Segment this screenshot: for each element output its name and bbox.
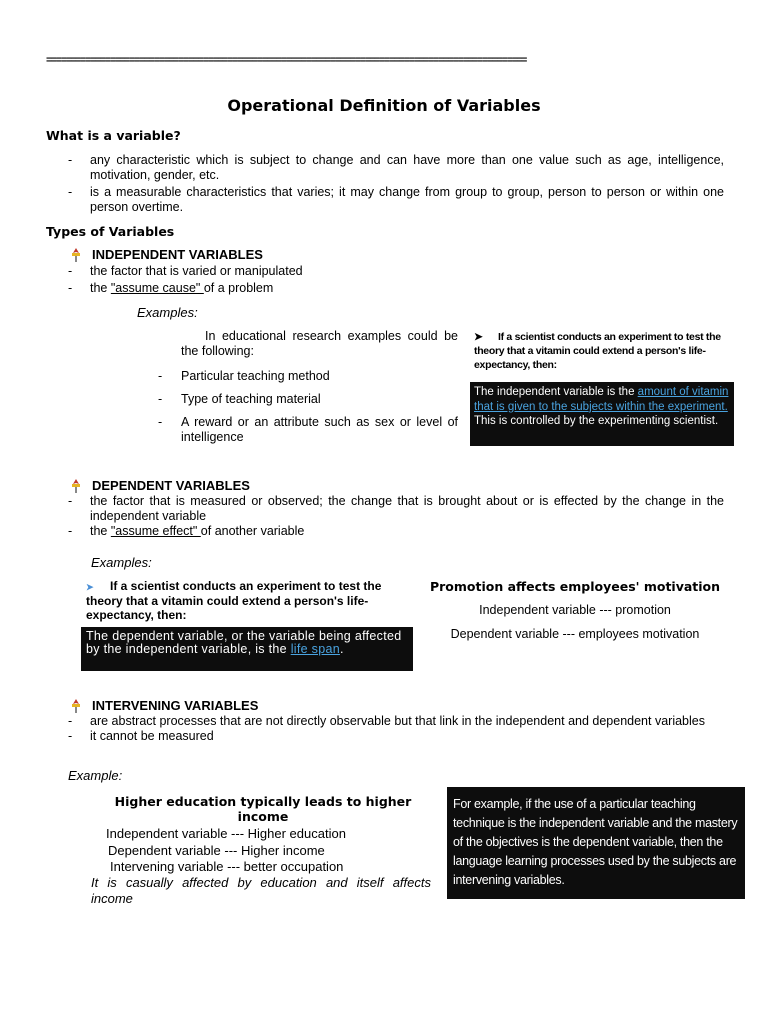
education-dependent: Dependent variable --- Higher income xyxy=(108,843,325,858)
list-item: - the factor that is measured or observed; the change that is brought about or is effected by the change in the independent variable xyxy=(68,494,724,523)
list-item: - are abstract processes that are not directly observable but that link in the independent and dependent variables xyxy=(68,714,705,728)
independent-heading: INDEPENDENT VARIABLES xyxy=(46,247,263,262)
list-item: - the "assume effect" of another variable xyxy=(68,524,305,538)
separator-rule: ================================================================================================== xyxy=(46,56,527,67)
promotion-independent: Independent variable --- promotion xyxy=(479,603,671,617)
intervening-heading: INTERVENING VARIABLES xyxy=(46,698,258,713)
independent-examples-label: Examples: xyxy=(137,305,198,320)
arrow-bullet-icon: ➤ xyxy=(86,582,94,592)
types-heading: Types of Variables xyxy=(46,224,175,239)
list-item: - is a measurable characteristics that varies; it may change from group to group, person to person or within one person overtime. xyxy=(68,185,724,214)
list-item: - Particular teaching method xyxy=(158,369,330,383)
pushpin-icon xyxy=(70,248,82,262)
education-intervening: Intervening variable --- better occupation xyxy=(110,859,344,874)
education-title: Higher education typically leads to higher income xyxy=(114,794,412,824)
pushpin-icon xyxy=(70,479,82,493)
independent-scientist-text: ➤ If a scientist conducts an experiment to test the theory that a vitamin could extend a person's life-expectancy, then: xyxy=(474,331,721,371)
list-item: - it cannot be measured xyxy=(68,729,214,743)
list-item: - the factor that is varied or manipulated xyxy=(68,264,303,278)
arrow-bullet-icon: ➤ xyxy=(474,331,483,343)
intervening-list xyxy=(46,714,724,744)
intervening-answer-box: For example, if the use of a particular teaching technique is the independent variable and the mastery of the objectives is the dependent variable, then the language learning processes used by the subjects are intervening variables. xyxy=(447,787,745,899)
independent-intro: In educational research examples could be the following: xyxy=(181,329,458,358)
list-item: - A reward or an attribute such as sex or level of intelligence xyxy=(158,415,458,444)
page-title: Operational Definition of Variables xyxy=(227,96,541,115)
list-item: - Type of teaching material xyxy=(158,392,321,406)
independent-list xyxy=(46,264,724,296)
pushpin-icon xyxy=(70,699,82,713)
intervening-example-label: Example: xyxy=(68,768,123,783)
promotion-title: Promotion affects employees' motivation xyxy=(429,579,721,594)
dependent-examples-label: Examples: xyxy=(91,555,152,570)
dependent-heading: DEPENDENT VARIABLES xyxy=(46,478,250,493)
dependent-scientist-text: ➤ If a scientist conducts an experiment to test the theory that a vitamin could extend a person's life-expectancy, then: xyxy=(86,579,382,622)
promotion-dependent: Dependent variable --- employees motivation xyxy=(450,627,700,641)
list-item: - any characteristic which is subject to change and can have more than one value such as age, intelligence, motivation, gender, etc. xyxy=(68,153,724,182)
dependent-answer-box: The dependent variable, or the variable being affected by the independent variable, is the life span. xyxy=(81,627,413,671)
education-note: It is casually affected by education and itself affects income xyxy=(91,875,431,906)
education-independent: Independent variable --- Higher education xyxy=(106,826,346,841)
independent-example-list xyxy=(156,369,458,445)
independent-answer-box: The independent variable is the amount of vitamin that is given to the subjects within the experiment. This is controlled by the experimenting scientist. xyxy=(470,382,734,446)
what-is-list xyxy=(46,153,724,215)
list-item: - the "assume cause" of a problem xyxy=(68,281,274,295)
what-is-heading: What is a variable? xyxy=(46,128,181,143)
dependent-list xyxy=(46,494,724,539)
